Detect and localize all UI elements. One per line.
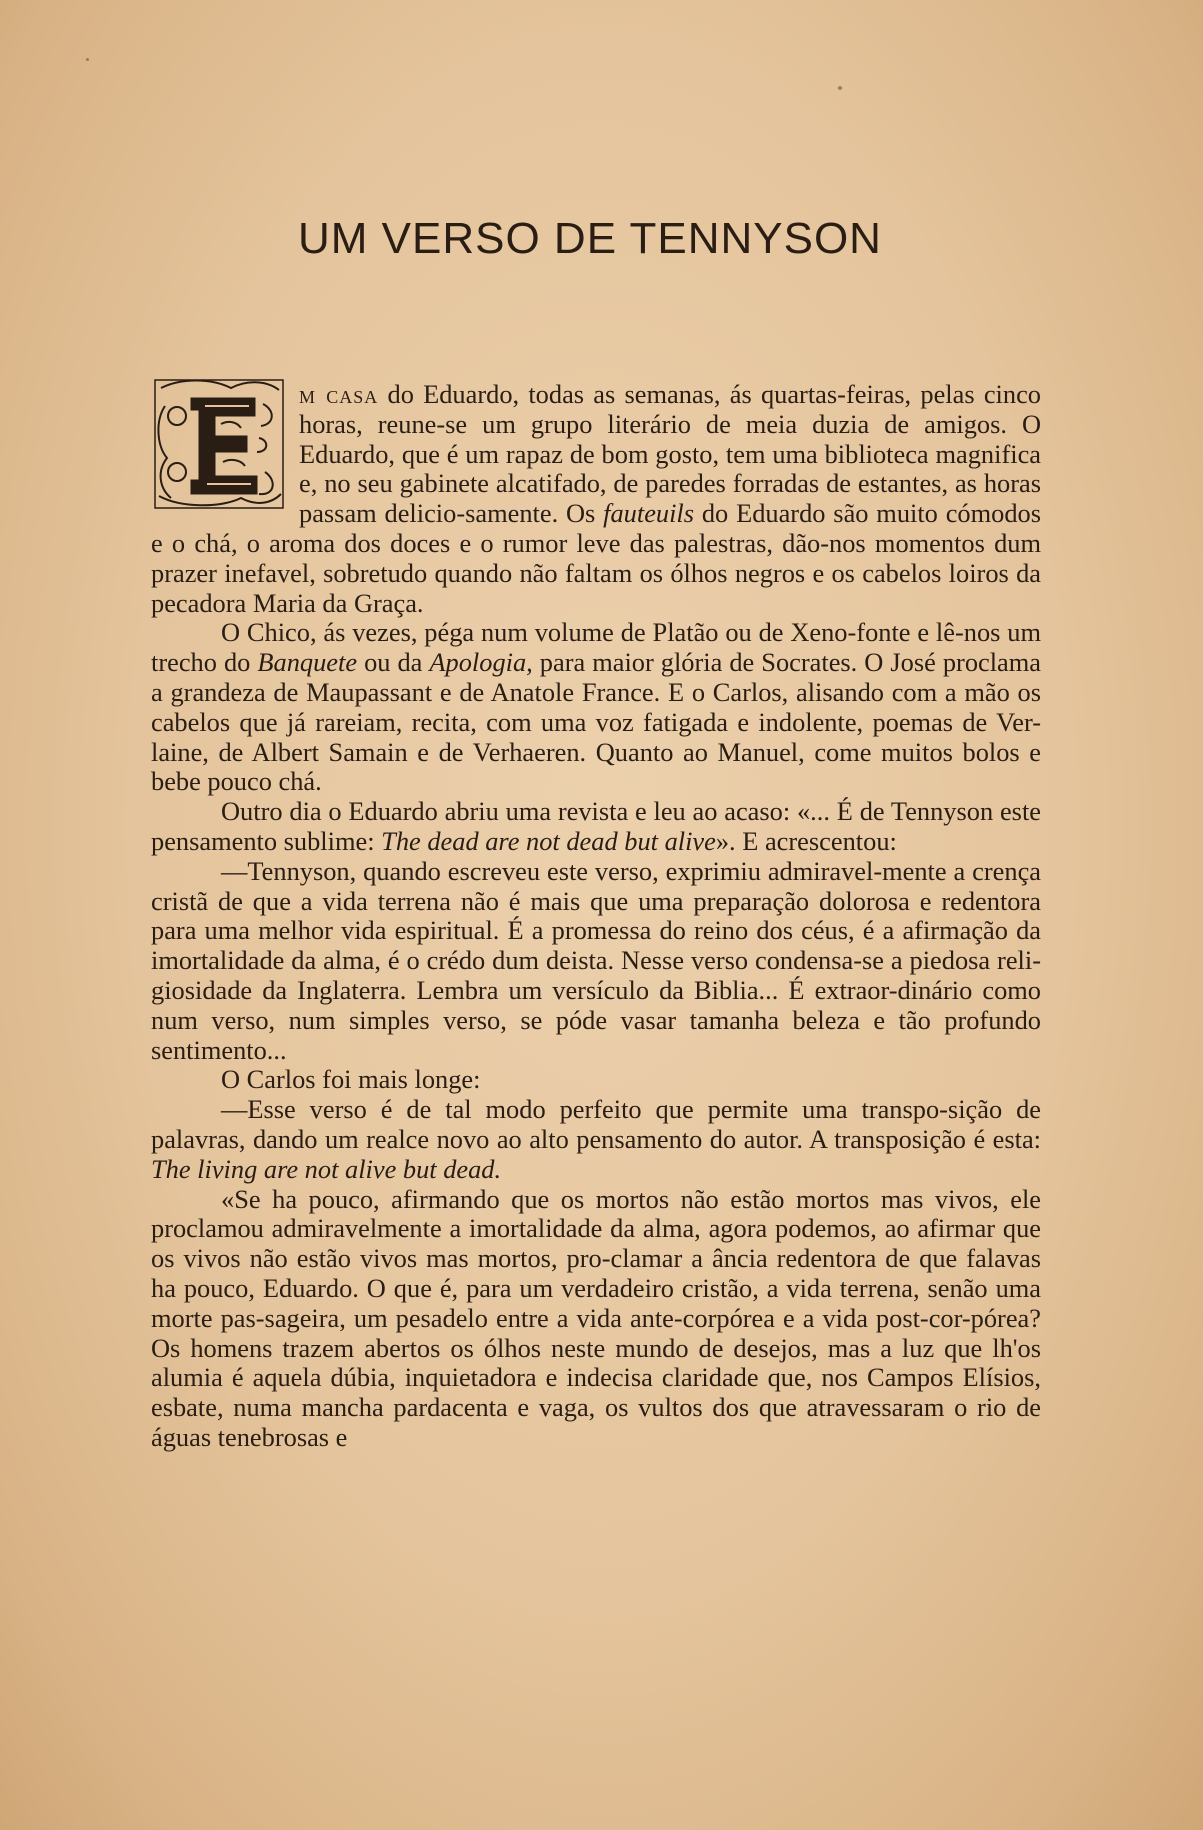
paragraph-text: para maior glória de Socrates. O José proclama a grandeza de Maupassant e de Anatole France. E o Carlos, alisando com a mão os cabelos que já rareiam, recita, com uma voz fatigada e indolente, poemas de Ver-laine, de Albert Samain e de Verhaeren. Quanto ao Manuel, come muitos bolos e bebe pouco chá. (151, 647, 1042, 797)
paragraph-text: —Esse verso é de tal modo perfeito que permite uma transpo-sição de palavras, dando um realce novo ao alto pensamento do autor. A transposição é esta: (151, 1094, 1041, 1154)
italic-term: Apologia, (429, 647, 533, 678)
paragraph-7: «Se ha pouco, afirmando que os mortos não estão mortos mas vivos, ele proclamou admiravelmente a imortalidade da alma, agora podemos, ao afirmar que os vivos não estão vivos mas mortos, pro-clamar a ância redentora de que falavas ha pouco, Eduardo. O que é, para um verdadeiro cristão, a vida terrena, senão uma morte pas-sageira, um pesadelo entre a vida ante-corpórea e a vida post-cor-pórea? Os homens trazem abertos os ólhos neste mundo de desejos, mas a luz que lh'os alumia é aquela dúbia, inquietadora e indecisa claridade que, nos Campos Elísios, esbate, numa mancha pardacenta e vaga, os vultos dos que atravessaram o rio de águas tenebrosas e (151, 1183, 1041, 1452)
italic-quote: The dead are not dead but alive (381, 825, 716, 856)
italic-term: fauteuils (603, 498, 695, 529)
dropcap-lead-words: m casa (299, 379, 379, 409)
paragraph-text: Outro dia o Eduardo abriu uma revista e leu ao acaso: «... É de Tennyson este pensamento sublime: (151, 796, 1041, 856)
paragraph-6 (151, 1095, 1041, 1184)
paragraph-1 (151, 380, 1041, 618)
italic-term: Banquete (257, 647, 358, 678)
paper-speck (86, 58, 89, 61)
paragraph-5: O Carlos foi mais longe: (221, 1064, 481, 1095)
chapter-body (151, 380, 1041, 1453)
chapter-title: UM VERSO DE TENNYSON (298, 214, 882, 263)
paragraph-2 (151, 618, 1041, 797)
italic-quote: The living are not alive but dead. (151, 1153, 502, 1184)
paragraph-text: ou da (357, 647, 430, 678)
paragraph-text: O Chico, ás vezes, péga num volume de Platão ou de Xeno-fonte e lê-nos um trecho do (151, 617, 1041, 678)
paragraph-text: ». E acrescentou: (715, 825, 897, 856)
paragraph-3 (151, 797, 1041, 857)
paragraph-text: do Eduardo, todas as semanas, ás quartas-feiras, pelas cinco horas, reune-se um grupo literário de meia duzia de amigos. O Eduardo, que é um rapaz de bom gosto, tem uma biblioteca magnifica e, no seu gabinete alcatifado, de paredes forradas de estantes, as horas passam delicio-samente. Os (299, 379, 1041, 529)
paragraph-text: do Eduardo são muito cómodos e o chá, o aroma dos doces e o rumor leve das palestras, dão-nos momentos dum prazer inefavel, sobretudo quando não faltam os ólhos negros e os cabelos loiros da pecadora Maria da Graça. (151, 498, 1041, 618)
paragraph-4: —Tennyson, quando escreveu este verso, exprimiu admiravel-mente a crença cristã de que a vida terrena não é mais que uma preparação dolorosa e redentora para uma melhor vida espiritual. É a promessa do reino dos céus, é a afirmação da imortalidade da alma, é o crédo dum deista. Nesse verso condensa-se a piedosa reli-giosidade da Inglaterra. Lembra um versículo da Biblia... É extraor-dinário como num verso, num simples verso, se póde vasar tamanha beleza e tão profundo sentimento... (151, 855, 1041, 1065)
ornamental-initial-e-icon (151, 376, 287, 514)
paper-speck (838, 86, 842, 90)
